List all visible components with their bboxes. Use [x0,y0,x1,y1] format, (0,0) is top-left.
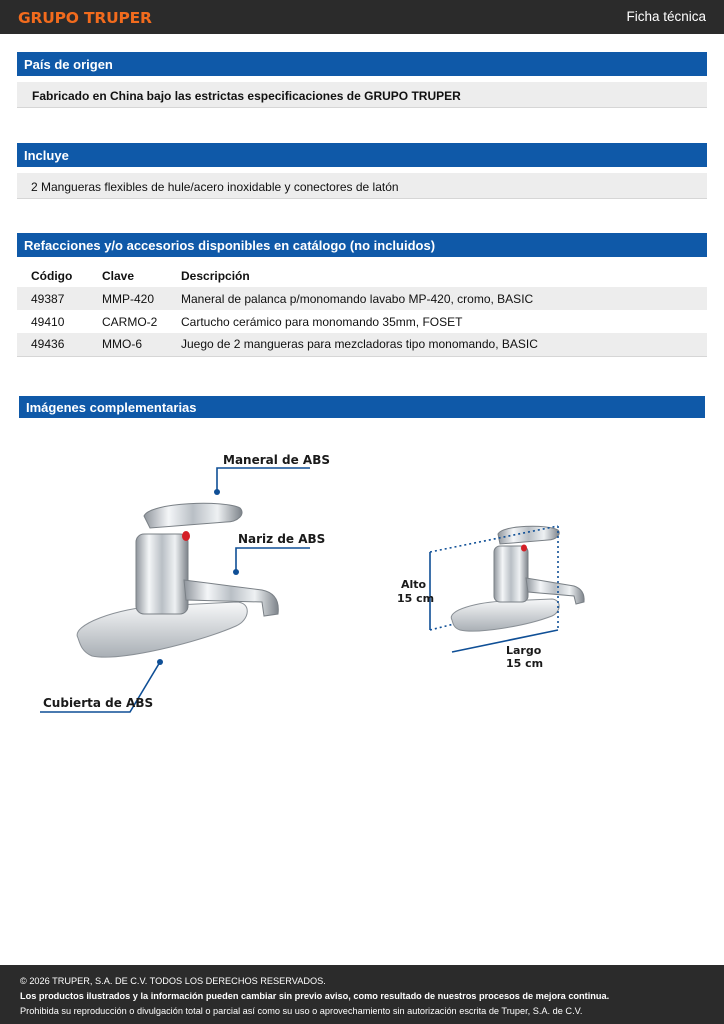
cell-code: 49436 [17,333,102,356]
cell-key: MMO-6 [102,333,181,356]
faucet-large [77,503,278,657]
spout-label: Nariz de ABS [238,532,326,546]
table-row [17,310,707,333]
spout-callout-dot [233,569,239,575]
images-section-title: Imágenes complementarias [19,396,705,418]
cell-description: Cartucho cerámico para monomando 35mm, FOSET [181,314,463,329]
cover-label: Cubierta de ABS [43,696,154,710]
parts-table [17,264,707,357]
origin-text: Fabricado en China bajo las estrictas especificaciones de GRUPO TRUPER [32,89,461,103]
handle-label: Maneral de ABS [223,453,331,467]
includes-section-body [17,173,707,199]
cell-description: Juego de 2 mangueras para mezcladoras tipo monomando, BASIC [181,333,707,356]
spout-callout-line [236,548,310,572]
cell-key: CARMO-2 [102,314,158,329]
origin-section-body [17,82,707,108]
column-header-key: Clave [102,268,135,283]
faucet-small [451,526,584,631]
handle-callout-line [217,468,310,492]
column-header-description: Descripción [181,268,250,283]
length-label: Largo [506,644,542,657]
table-row [17,333,707,356]
cell-code: 49387 [17,287,102,310]
product-illustration [0,430,724,730]
cell-description: Maneral de palanca p/monomando lavabo MP-420, cromo, BASIC [181,287,707,310]
length-value: 15 cm [506,657,544,670]
parts-section-title: Refacciones y/o accesorios disponibles en catálogo (no incluidos) [17,233,707,257]
height-value: 15 cm [397,592,435,605]
includes-section-title: Incluye [17,143,707,167]
hot-indicator-small-icon [521,545,527,552]
cell-code: 49410 [31,314,65,329]
table-header-row [17,264,707,287]
hot-indicator-icon [182,531,190,541]
cover-callout-dot [157,659,163,665]
footer-notice: Los productos ilustrados y la información pueden cambiar sin previo aviso, como resultado de nuestros procesos de mejora continua. [20,991,610,1001]
origin-section-title: País de origen [17,52,707,76]
footer-copyright: © 2026 TRUPER, S.A. DE C.V. TODOS LOS DERECHOS RESERVADOS. [20,976,326,986]
table-row [17,287,707,310]
handle-callout-dot [214,489,220,495]
top-bar [0,0,724,34]
footer-prohibition: Prohibida su reproducción o divulgación total o parcial así como su uso o aprovechamiento sin autorización escrita de Truper, S.A. de C.V. [20,1006,583,1016]
brand-logo: GRUPO TRUPER [18,9,152,27]
document-type: Ficha técnica [626,9,706,24]
length-dimension-line [452,630,558,652]
height-label: Alto [401,578,427,591]
dimension-guide-bottom [430,624,454,630]
footer [0,965,724,1024]
cell-key: MMP-420 [102,287,181,310]
includes-text: 2 Mangueras flexibles de hule/acero inoxidable y conectores de latón [31,180,399,194]
column-header-code: Código [31,268,73,283]
